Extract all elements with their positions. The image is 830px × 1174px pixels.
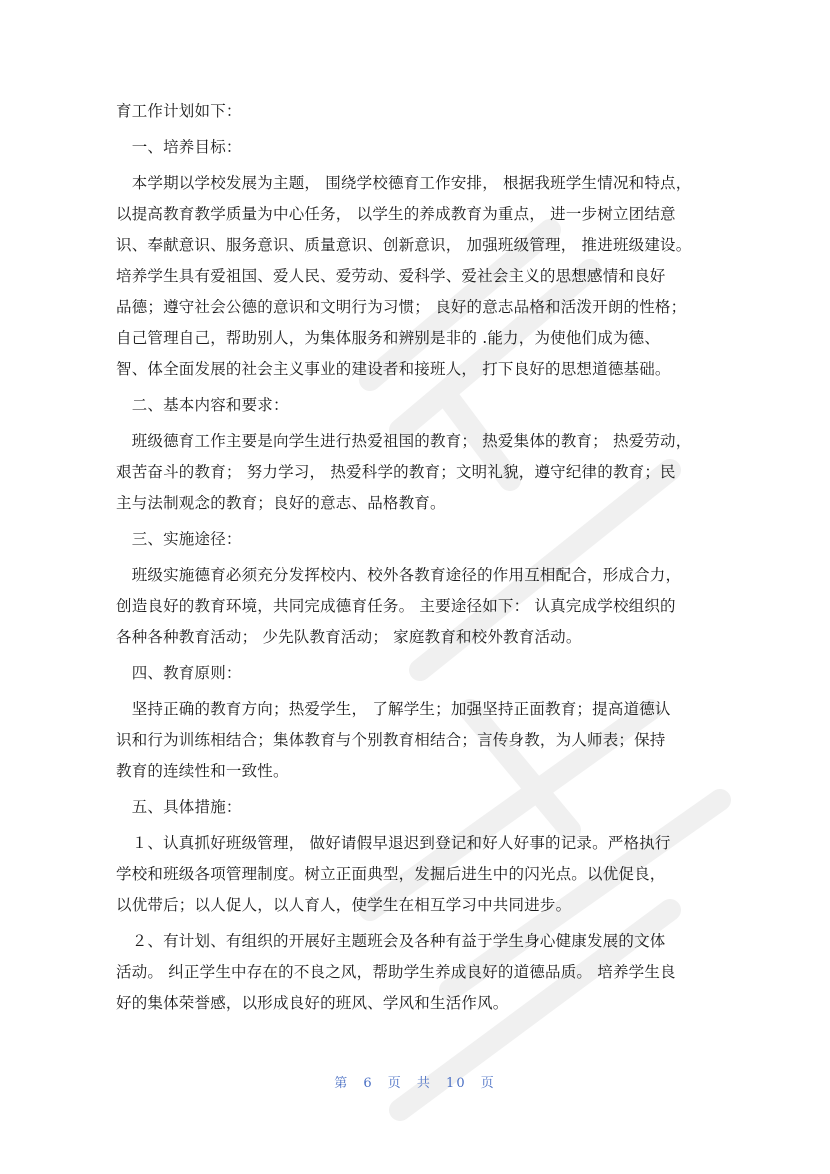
section-heading: 三、实施途径： <box>116 530 242 548</box>
paragraph-line: 学校和班级各项管理制度。树立正面典型，发掘后进生中的闪光点。以优促良， <box>116 865 666 883</box>
paragraph-line: 主与法制观念的教育；良好的意志、品格教育。 <box>116 494 446 512</box>
paragraph-line: 品德；遵守社会公德的意识和文明行为习惯； 良好的意志品格和活泼开朗的性格； <box>116 298 687 316</box>
paragraph-line: 艰苦奋斗的教育； 努力学习， 热爱科学的教育；文明礼貌，遵守纪律的教育；民 <box>116 463 676 481</box>
section-heading: 四、教育原则： <box>116 664 242 682</box>
paragraph-line: 坚持正确的教育方向；热爱学生， 了解学生；加强坚持正面教育；提高道德认 <box>116 700 671 718</box>
section-heading: 五、具体措施： <box>116 798 242 816</box>
paragraph-line: １、认真抓好班级管理， 做好请假早退迟到登记和好人好事的记录。严格执行 <box>116 834 671 852</box>
paragraph-line: 以提高教育教学质量为中心任务， 以学生的养成教育为重点， 进一步树立团结意 <box>116 205 676 223</box>
document-body <box>116 96 716 1019</box>
paragraph-line: 各种各种教育活动； 少先队教育活动； 家庭教育和校外教育活动。 <box>116 628 582 646</box>
paragraph-line: 教育的连续性和一致性。 <box>116 762 289 780</box>
paragraph-line: ２、有计划、有组织的开展好主题班会及各种有益于学生身心健康发展的文体 <box>116 932 666 950</box>
section-heading: 一、培养目标： <box>116 138 242 156</box>
paragraph-line: 自己管理自己，帮助别人，为集体服务和辨别是非的 .能力，为使他们成为德、 <box>116 329 661 347</box>
paragraph-line: 创造良好的教育环境，共同完成德育任务。 主要途径如下： 认真完成学校组织的 <box>116 597 676 615</box>
paragraph-line: 活动。 纠正学生中存在的不良之风，帮助学生养成良好的道德品质。 培养学生良 <box>116 963 676 981</box>
paragraph-line: 本学期以学校发展为主题， 围绕学校德育工作安排， 根据我班学生情况和特点， <box>116 174 692 192</box>
section-heading: 二、基本内容和要求： <box>116 396 289 414</box>
paragraph-line: 识、奉献意识、服务意识、质量意识、创新意识， 加强班级管理， 推进班级建设。 <box>116 236 692 254</box>
paragraph-line: 培养学生具有爱祖国、爱人民、爱劳动、爱科学、爱社会主义的思想感情和良好 <box>116 267 666 285</box>
paragraph-line: 班级实施德育必须充分发挥校内、校外各教育途径的作用互相配合，形成合力， <box>116 566 682 584</box>
paragraph-line: 智、体全面发展的社会主义事业的建设者和接班人， 打下良好的思想道德基础。 <box>116 360 671 378</box>
paragraph-line: 识和行为训练相结合；集体教育与个别教育相结合；言传身教，为人师表；保持 <box>116 731 666 749</box>
page-number-footer: 第 6 页 共 10 页 <box>334 1076 496 1091</box>
paragraph-line: 班级德育工作主要是向学生进行热爱祖国的教育； 热爱集体的教育； 热爱劳动， <box>116 432 692 450</box>
paragraph-line: 以优带后；以人促人，以人育人，使学生在相互学习中共同进步。 <box>116 896 572 914</box>
paragraph-line: 好的集体荣誉感，以形成良好的班风、学风和生活作风。 <box>116 994 509 1012</box>
paragraph-line: 育工作计划如下： <box>116 102 242 120</box>
